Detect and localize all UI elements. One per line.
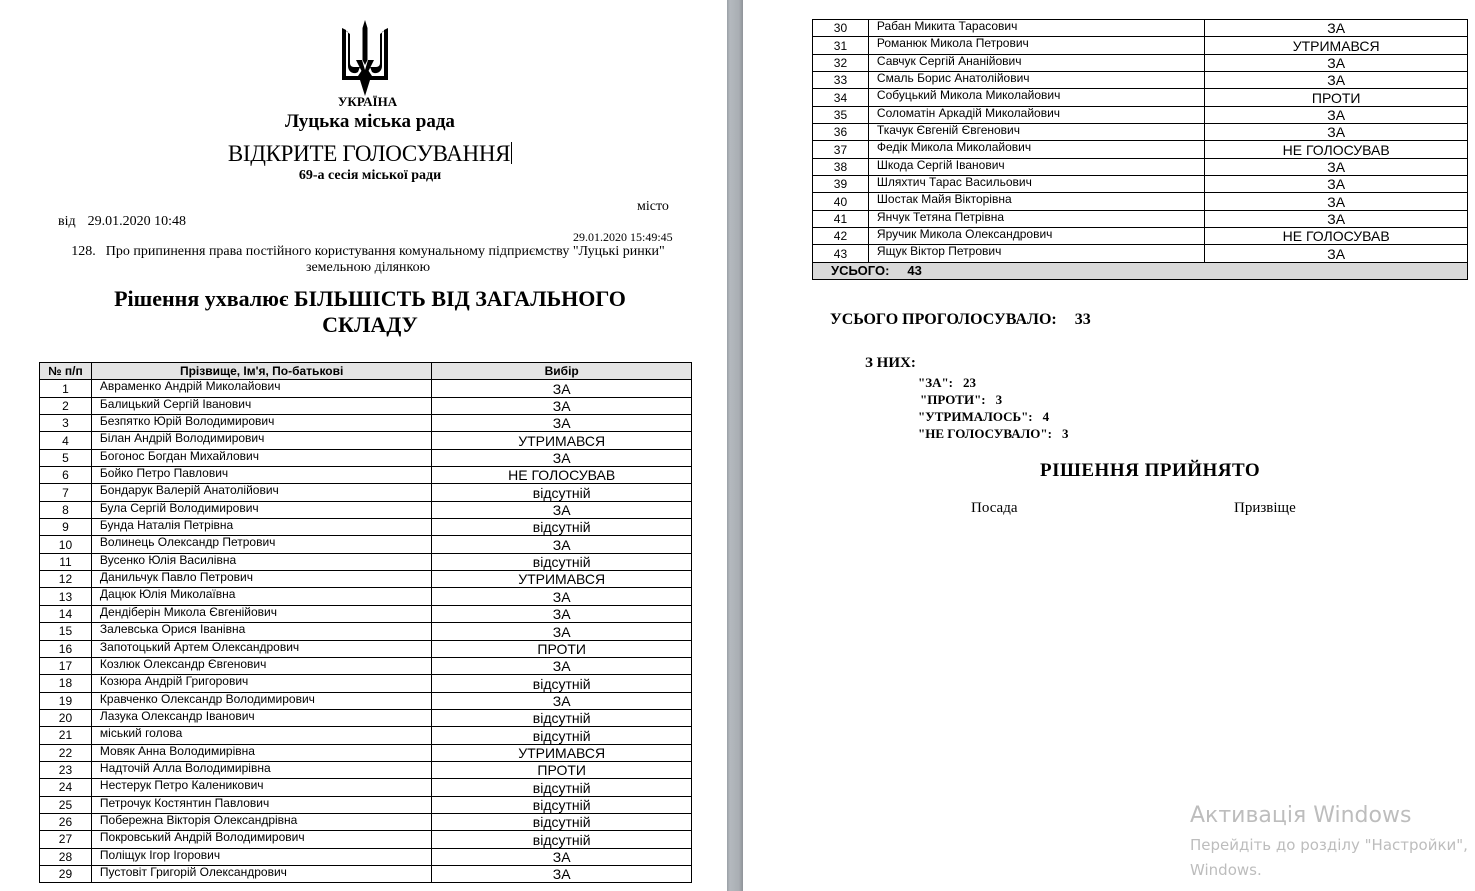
deputy-name: Кравченко Олександр Володимирович — [91, 692, 431, 709]
from-label: від — [58, 214, 76, 229]
table-row — [813, 124, 1468, 141]
table-row — [40, 553, 692, 570]
table-row — [813, 89, 1468, 106]
total-row — [813, 262, 1468, 279]
table-row — [40, 796, 692, 813]
vote-choice: ЗА — [1205, 193, 1468, 210]
count-not-voted — [918, 426, 1068, 442]
row-number: 23 — [40, 761, 92, 778]
deputy-name: міський голова — [91, 727, 431, 744]
deputy-name: Безпятко Юрій Володимирович — [91, 415, 431, 432]
deputy-name: Ящук Віктор Петрович — [868, 245, 1204, 262]
vote-choice: ЗА — [1205, 20, 1468, 37]
row-number: 30 — [813, 20, 869, 37]
table-row — [40, 657, 692, 674]
table-row — [40, 813, 692, 830]
row-number: 36 — [813, 124, 869, 141]
row-number: 38 — [813, 158, 869, 175]
vote-choice: ЗА — [432, 865, 692, 882]
total-cell — [813, 262, 1468, 279]
vote-choice: ЗА — [1205, 245, 1468, 262]
table-row — [40, 501, 692, 518]
table-row — [813, 158, 1468, 175]
deputy-name: Богонос Богдан Михайлович — [91, 449, 431, 466]
count-label: "УТРИМАЛОСЬ": — [918, 409, 1033, 424]
row-number: 40 — [813, 193, 869, 210]
row-number: 20 — [40, 709, 92, 726]
vote-choice: ЗА — [432, 449, 692, 466]
table-row — [40, 432, 692, 449]
row-number: 35 — [813, 106, 869, 123]
count-abstain — [918, 409, 1049, 425]
total-voted — [830, 311, 1091, 329]
question — [62, 244, 674, 276]
deputy-name: Волинець Олександр Петрович — [91, 536, 431, 553]
deputy-name: Шляхтич Тарас Васильович — [868, 176, 1204, 193]
vote-choice: ЗА — [432, 623, 692, 640]
vote-choice: відсутній — [432, 831, 692, 848]
deputy-name: Собуцький Микола Миколайович — [868, 89, 1204, 106]
vote-choice: ЗА — [1205, 210, 1468, 227]
table-row — [813, 54, 1468, 71]
table-row — [40, 727, 692, 744]
row-number: 10 — [40, 536, 92, 553]
deputy-name: Пустовіт Григорій Олександрович — [91, 865, 431, 882]
table-row — [40, 605, 692, 622]
vote-choice: ЗА — [1205, 176, 1468, 193]
row-number: 12 — [40, 571, 92, 588]
row-number: 24 — [40, 779, 92, 796]
deputy-name: Данильчук Павло Петрович — [91, 571, 431, 588]
row-number: 37 — [813, 141, 869, 158]
vote-choice: НЕ ГОЛОСУВАВ — [432, 467, 692, 484]
table-row — [40, 484, 692, 501]
row-number: 25 — [40, 796, 92, 813]
deputy-name: Бондарук Валерій Анатолійович — [91, 484, 431, 501]
deputy-name: Мовяк Анна Володимирівна — [91, 744, 431, 761]
count-against — [920, 392, 1002, 408]
total-label: УСЬОГО: — [831, 262, 890, 278]
vote-choice: ПРОТИ — [432, 761, 692, 778]
deputy-name: Козюра Андрій Григорович — [91, 675, 431, 692]
vote-choice: ЗА — [432, 501, 692, 518]
table-row — [40, 744, 692, 761]
question-text: Про припинення права постійного користування комунальному підприємству "Луцькі ринки" земельною ділянкою — [105, 244, 665, 275]
table-row — [40, 709, 692, 726]
count-value: 3 — [995, 392, 1003, 407]
vote-choice: відсутній — [432, 519, 692, 536]
deputy-name: Петрочук Костянтин Павлович — [91, 796, 431, 813]
table-row — [40, 640, 692, 657]
deputy-name: Покровський Андрій Володимирович — [91, 831, 431, 848]
vote-choice: ЗА — [432, 380, 692, 397]
row-number: 26 — [40, 813, 92, 830]
table-row — [40, 449, 692, 466]
deputy-name: Була Сергій Володимирович — [91, 501, 431, 518]
vote-choice: ЗА — [432, 415, 692, 432]
table-row — [813, 72, 1468, 89]
total-value: 43 — [907, 262, 922, 278]
row-number: 34 — [813, 89, 869, 106]
table-row — [813, 228, 1468, 245]
table-row — [40, 571, 692, 588]
row-number: 18 — [40, 675, 92, 692]
signature-surname: Призвіще — [1234, 500, 1296, 516]
row-number: 5 — [40, 449, 92, 466]
row-number: 33 — [813, 72, 869, 89]
deputy-name: Яручик Микола Олександрович — [868, 228, 1204, 245]
session-date — [58, 214, 186, 230]
row-number: 43 — [813, 245, 869, 262]
count-label: "ЗА": — [918, 375, 954, 390]
windows-activation-title: Активація Windows — [1190, 803, 1412, 828]
deputy-name: Побережна Вікторія Олександрівна — [91, 813, 431, 830]
deputy-name: Федік Микола Миколайович — [868, 141, 1204, 158]
table-row — [40, 761, 692, 778]
column-header-choice: Вибір — [432, 363, 692, 380]
row-number: 31 — [813, 37, 869, 54]
row-number: 21 — [40, 727, 92, 744]
row-number: 39 — [813, 176, 869, 193]
page-separator — [727, 0, 743, 891]
table-row — [40, 623, 692, 640]
row-number: 7 — [40, 484, 92, 501]
table-row — [813, 193, 1468, 210]
vote-choice: ЗА — [432, 657, 692, 674]
session-label: 69-а сесія міської ради — [298, 168, 442, 183]
votes-table-left — [39, 362, 692, 883]
vote-choice: ЗА — [1205, 72, 1468, 89]
vote-choice: відсутній — [432, 779, 692, 796]
of-them-label: З НИХ: — [865, 355, 916, 371]
row-number: 6 — [40, 467, 92, 484]
total-voted-label: УСЬОГО ПРОГОЛОСУВАЛО: — [830, 311, 1057, 328]
decision-rule: Рішення ухвалює БІЛЬШІСТЬ ВІД ЗАГАЛЬНОГО СКЛАДУ — [114, 286, 626, 337]
deputy-name: Надточій Алла Володимирівна — [91, 761, 431, 778]
deputy-name: Авраменко Андрій Миколайович — [91, 380, 431, 397]
deputy-name: Янчук Тетяна Петрівна — [868, 210, 1204, 227]
count-value: 23 — [963, 375, 977, 390]
vote-choice: ЗА — [432, 536, 692, 553]
table-row — [40, 467, 692, 484]
row-number: 9 — [40, 519, 92, 536]
deputy-name: Вусенко Юлія Василівна — [91, 553, 431, 570]
total-voted-value: 33 — [1074, 311, 1091, 328]
row-number: 16 — [40, 640, 92, 657]
row-number: 15 — [40, 623, 92, 640]
row-number: 19 — [40, 692, 92, 709]
table-row — [813, 37, 1468, 54]
row-number: 1 — [40, 380, 92, 397]
windows-activation-text: Перейдіть до розділу "Настройки", — [1190, 836, 1468, 854]
deputy-name: Поліщук Ігор Ігорович — [91, 848, 431, 865]
count-value: 4 — [1042, 409, 1050, 424]
signature-position: Посада — [971, 500, 1018, 516]
table-row — [813, 245, 1468, 262]
vote-choice: ПРОТИ — [1205, 89, 1468, 106]
from-datetime: 29.01.2020 10:48 — [87, 214, 187, 229]
vote-choice: відсутній — [432, 727, 692, 744]
deputy-name: Запотоцький Артем Олександрович — [91, 640, 431, 657]
count-for — [918, 375, 976, 391]
vote-choice: УТРИМАВСЯ — [432, 744, 692, 761]
row-number: 28 — [40, 848, 92, 865]
deputy-name: Бунда Наталія Петрівна — [91, 519, 431, 536]
row-number: 22 — [40, 744, 92, 761]
table-row — [40, 848, 692, 865]
table-row — [40, 397, 692, 414]
vote-choice: УТРИМАВСЯ — [432, 432, 692, 449]
row-number: 11 — [40, 553, 92, 570]
vote-choice: відсутній — [432, 796, 692, 813]
row-number: 3 — [40, 415, 92, 432]
row-number: 32 — [813, 54, 869, 71]
vote-choice: відсутній — [432, 813, 692, 830]
row-number: 8 — [40, 501, 92, 518]
deputy-name: Шостак Майя Вікторівна — [868, 193, 1204, 210]
row-number: 29 — [40, 865, 92, 882]
windows-activation-text-2: Windows. — [1190, 861, 1262, 879]
deputy-name: Дендіберін Микола Євгенійович — [91, 605, 431, 622]
table-row — [813, 176, 1468, 193]
row-number: 14 — [40, 605, 92, 622]
count-label: "ПРОТИ": — [920, 392, 986, 407]
table-row — [40, 692, 692, 709]
trident-emblem-icon — [340, 20, 390, 96]
deputy-name: Бойко Петро Павлович — [91, 467, 431, 484]
vote-choice: ЗА — [432, 848, 692, 865]
vote-datetime: 29.01.2020 15:49:45 — [573, 230, 673, 244]
row-number: 13 — [40, 588, 92, 605]
table-row — [40, 588, 692, 605]
table-row — [40, 779, 692, 796]
table-row — [40, 519, 692, 536]
deputy-name: Козлюк Олександр Євгенович — [91, 657, 431, 674]
table-row — [813, 210, 1468, 227]
table-row — [813, 20, 1468, 37]
question-number: 128. — [71, 244, 96, 259]
row-number: 4 — [40, 432, 92, 449]
vote-choice: ЗА — [432, 605, 692, 622]
vote-choice: ЗА — [1205, 158, 1468, 175]
deputy-name: Нестерук Петро Каленикович — [91, 779, 431, 796]
table-row — [40, 415, 692, 432]
deputy-name: Рабан Микита Тарасович — [868, 20, 1204, 37]
deputy-name: Смаль Борис Анатолійович — [868, 72, 1204, 89]
vote-choice: ЗА — [1205, 106, 1468, 123]
document-title[interactable] — [0, 141, 740, 167]
column-header-name: Прізвище, Ім'я, По-батькові — [91, 363, 431, 380]
deputy-name: Романюк Микола Петрович — [868, 37, 1204, 54]
deputy-name: Шкода Сергій Іванович — [868, 158, 1204, 175]
vote-choice: НЕ ГОЛОСУВАВ — [1205, 141, 1468, 158]
decision-result: РІШЕННЯ ПРИЙНЯТО — [1040, 460, 1261, 481]
column-header-number: № п/п — [40, 363, 92, 380]
count-label: "НЕ ГОЛОСУВАЛО": — [918, 426, 1052, 441]
table-row — [40, 380, 692, 397]
city-label: місто — [637, 199, 669, 214]
document-title-text: ВІДКРИТЕ ГОЛОСУВАННЯ — [227, 141, 511, 166]
row-number: 2 — [40, 397, 92, 414]
deputy-name: Дацюк Юлія Миколаївна — [91, 588, 431, 605]
table-header-row — [40, 363, 692, 380]
vote-choice: ЗА — [432, 588, 692, 605]
table-row — [813, 106, 1468, 123]
vote-choice: ЗА — [1205, 54, 1468, 71]
vote-choice: УТРИМАВСЯ — [1205, 37, 1468, 54]
vote-choice: відсутній — [432, 675, 692, 692]
vote-choice: ЗА — [432, 397, 692, 414]
deputy-name: Савчук Сергій Ананійович — [868, 54, 1204, 71]
council-name: Луцька міська рада — [285, 111, 455, 132]
row-number: 42 — [813, 228, 869, 245]
votes-table-right — [812, 19, 1468, 280]
country-label: УКРАЇНА — [337, 94, 398, 109]
document-page-left — [0, 0, 727, 891]
deputy-name: Ткачук Євгеній Євгенович — [868, 124, 1204, 141]
deputy-name: Лазука Олександр Іванович — [91, 709, 431, 726]
text-cursor — [511, 142, 512, 164]
deputy-name: Залевська Орися Іванівна — [91, 623, 431, 640]
row-number: 17 — [40, 657, 92, 674]
vote-choice: ПРОТИ — [432, 640, 692, 657]
vote-choice: відсутній — [432, 709, 692, 726]
deputy-name: Білан Андрій Володимирович — [91, 432, 431, 449]
table-row — [40, 536, 692, 553]
deputy-name: Соломатін Аркадій Миколайович — [868, 106, 1204, 123]
vote-choice: НЕ ГОЛОСУВАВ — [1205, 228, 1468, 245]
count-value: 3 — [1061, 426, 1069, 441]
vote-choice: ЗА — [432, 692, 692, 709]
vote-choice: відсутній — [432, 484, 692, 501]
table-row — [40, 865, 692, 882]
vote-choice: УТРИМАВСЯ — [432, 571, 692, 588]
deputy-name: Балицький Сергій Іванович — [91, 397, 431, 414]
vote-choice: ЗА — [1205, 124, 1468, 141]
table-row — [40, 831, 692, 848]
vote-choice: відсутній — [432, 553, 692, 570]
table-row — [813, 141, 1468, 158]
table-row — [40, 675, 692, 692]
row-number: 27 — [40, 831, 92, 848]
row-number: 41 — [813, 210, 869, 227]
